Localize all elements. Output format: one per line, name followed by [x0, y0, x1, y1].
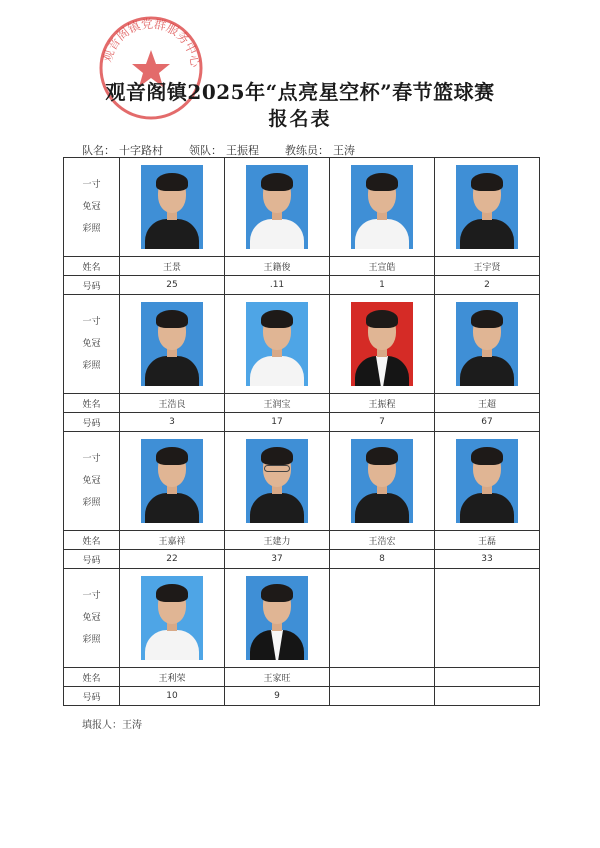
portrait-hair [156, 584, 188, 602]
player-name: 王景 [120, 257, 225, 276]
photo-cell [330, 569, 435, 668]
photo-label-line: 一寸 [82, 317, 101, 327]
player-number: 8 [330, 550, 435, 569]
name-row-label: 姓名 [64, 257, 120, 276]
photo-cell [225, 158, 330, 257]
portrait-body [250, 493, 304, 523]
player-name [330, 668, 435, 687]
portrait-hair [261, 584, 293, 602]
photo-label-line: 彩照 [82, 498, 101, 508]
portrait-hair [366, 173, 398, 191]
photo-row [64, 295, 540, 394]
player-name: 王宣皓 [330, 257, 435, 276]
player-photo [246, 165, 308, 249]
player-number: 3 [120, 413, 225, 432]
photo-label-line: 免冠 [82, 613, 101, 623]
portrait-hair [156, 173, 188, 191]
player-number: 37 [225, 550, 330, 569]
photo-cell [330, 295, 435, 394]
reporter-label: 填报人： [82, 720, 122, 731]
player-number: 2 [435, 276, 540, 295]
photo-cell [225, 432, 330, 531]
leader-name: 王振程 [226, 144, 259, 157]
player-photo [456, 165, 518, 249]
portrait-body [355, 219, 409, 249]
portrait-hair [261, 173, 293, 191]
name-row [64, 394, 540, 413]
team-info-line [82, 142, 355, 158]
photo-row [64, 432, 540, 531]
player-photo [141, 165, 203, 249]
photo-cell [330, 158, 435, 257]
photo-label-line: 免冠 [82, 202, 101, 212]
player-name: 王嘉祥 [120, 531, 225, 550]
photo-label-line: 免冠 [82, 339, 101, 349]
photo-cell [330, 432, 435, 531]
player-number: 25 [120, 276, 225, 295]
player-photo [456, 302, 518, 386]
leader-label: 领队： [189, 144, 222, 157]
number-row-label: 号码 [64, 276, 120, 295]
photo-label-line: 一寸 [82, 180, 101, 190]
photo-cell [435, 295, 540, 394]
player-photo [246, 576, 308, 660]
player-name: 王磊 [435, 531, 540, 550]
player-photo [351, 165, 413, 249]
portrait-hair [471, 173, 503, 191]
player-name: 王浩宏 [330, 531, 435, 550]
number-row-label: 号码 [64, 687, 120, 706]
registration-table [63, 157, 540, 706]
number-row [64, 276, 540, 295]
reporter-line [82, 716, 142, 731]
player-number: 7 [330, 413, 435, 432]
photo-label-line: 彩照 [82, 224, 101, 234]
player-number: 17 [225, 413, 330, 432]
photo-label-line: 彩照 [82, 635, 101, 645]
player-number: 67 [435, 413, 540, 432]
photo-label-line: 彩照 [82, 361, 101, 371]
name-row-label: 姓名 [64, 668, 120, 687]
name-row [64, 257, 540, 276]
reporter-name: 王涛 [122, 720, 142, 731]
player-name: 王浩良 [120, 394, 225, 413]
portrait-hair [366, 310, 398, 328]
portrait-body [460, 356, 514, 386]
portrait-body [145, 219, 199, 249]
photo-label-line: 一寸 [82, 454, 101, 464]
player-name: 王家旺 [225, 668, 330, 687]
photo-cell [120, 569, 225, 668]
coach-label: 教练员： [285, 144, 329, 157]
portrait-hair [366, 447, 398, 465]
photo-cell [435, 432, 540, 531]
portrait-body [145, 630, 199, 660]
portrait-body [145, 493, 199, 523]
player-number: 10 [120, 687, 225, 706]
number-row [64, 687, 540, 706]
number-row [64, 413, 540, 432]
portrait-hair [261, 447, 293, 465]
portrait-hair [261, 310, 293, 328]
photo-cell [120, 432, 225, 531]
portrait-hair [471, 447, 503, 465]
player-name: 王建力 [225, 531, 330, 550]
player-number [435, 687, 540, 706]
portrait-glasses [264, 465, 290, 472]
player-photo [141, 576, 203, 660]
svg-text:观音阁镇党群服务中心: 观音阁镇党群服务中心 [100, 16, 203, 69]
player-name: 王籍俊 [225, 257, 330, 276]
number-row-label: 号码 [64, 550, 120, 569]
name-row-label: 姓名 [64, 531, 120, 550]
photo-label-line: 一寸 [82, 591, 101, 601]
player-photo [141, 439, 203, 523]
player-name: 王宇贤 [435, 257, 540, 276]
player-number: 22 [120, 550, 225, 569]
photo-row [64, 158, 540, 257]
document-subtitle: 报名表 [268, 108, 332, 130]
number-row-label: 号码 [64, 413, 120, 432]
player-name: 王润宝 [225, 394, 330, 413]
player-name: 王利荣 [120, 668, 225, 687]
photo-row [64, 569, 540, 668]
player-photo [141, 302, 203, 386]
portrait-body [250, 356, 304, 386]
name-row [64, 531, 540, 550]
player-name [435, 668, 540, 687]
player-name: 王振程 [330, 394, 435, 413]
player-photo [246, 302, 308, 386]
portrait-body [460, 219, 514, 249]
photo-label-line: 免冠 [82, 476, 101, 486]
player-photo [246, 439, 308, 523]
portrait-body [250, 219, 304, 249]
player-number: .11 [225, 276, 330, 295]
name-row-label: 姓名 [64, 394, 120, 413]
name-row [64, 668, 540, 687]
player-number: 1 [330, 276, 435, 295]
team-name: 十字路村 [119, 144, 163, 157]
portrait-body [355, 493, 409, 523]
photo-cell [435, 158, 540, 257]
portrait-body [460, 493, 514, 523]
photo-cell [120, 295, 225, 394]
portrait-body [145, 356, 199, 386]
team-label: 队名： [82, 144, 115, 157]
photo-row-label [64, 432, 120, 531]
portrait-hair [471, 310, 503, 328]
player-photo [351, 439, 413, 523]
photo-cell [435, 569, 540, 668]
photo-row-label [64, 158, 120, 257]
document-title: 观音阁镇2025年“点亮星空杯”春节篮球赛 [105, 80, 495, 104]
photo-cell [225, 295, 330, 394]
portrait-hair [156, 310, 188, 328]
player-photo [351, 302, 413, 386]
photo-cell [225, 569, 330, 668]
portrait-hair [156, 447, 188, 465]
photo-row-label [64, 295, 120, 394]
player-number: 33 [435, 550, 540, 569]
photo-cell [120, 158, 225, 257]
coach-name: 王涛 [333, 144, 355, 157]
player-number: 9 [225, 687, 330, 706]
player-photo [456, 439, 518, 523]
photo-row-label [64, 569, 120, 668]
player-name: 王超 [435, 394, 540, 413]
player-number [330, 687, 435, 706]
number-row [64, 550, 540, 569]
